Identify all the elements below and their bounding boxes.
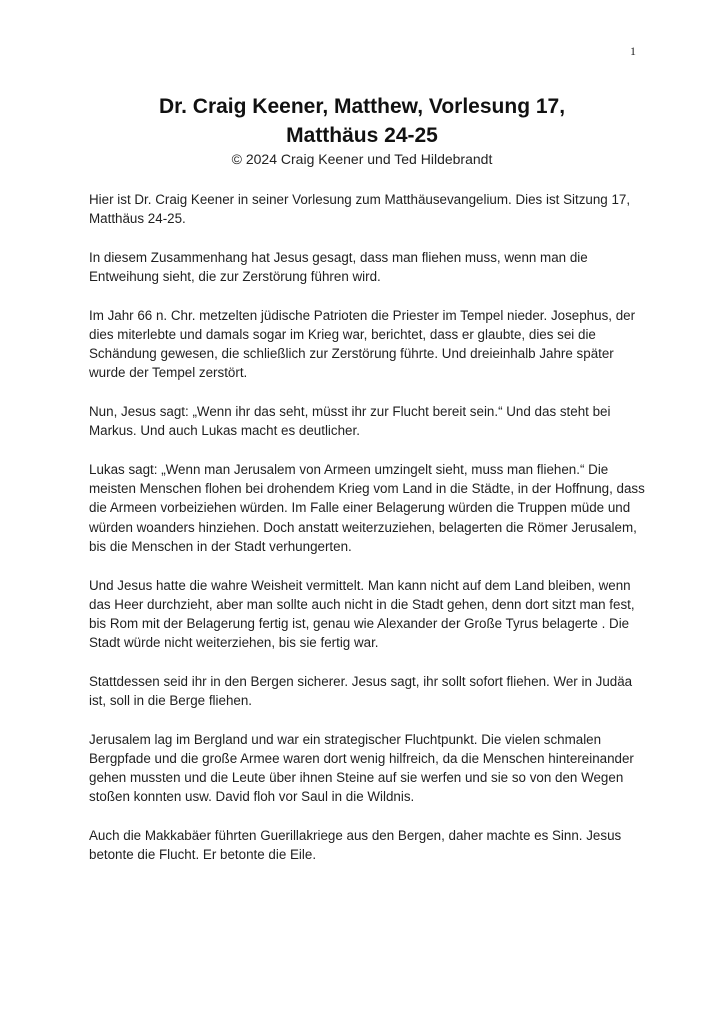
paragraph: Stattdessen seid ihr in den Bergen sicherer. Jesus sagt, ihr sollt sofort fliehen. Wer in Judäa ist, soll in die Berge fliehen. (89, 673, 633, 709)
title-line-2: Matthäus 24-25 (286, 124, 438, 147)
paragraph: Nun, Jesus sagt: „Wenn ihr das seht, müsst ihr zur Flucht bereit sein.“ Und das steht bei Markus. Und auch Lukas macht es deutlicher. (89, 404, 611, 439)
paragraph: Lukas sagt: „Wenn man Jerusalem von Armeen umzingelt sieht, muss man fliehen.“ Die meisten Menschen flohen bei drohendem Krieg vom Land in die Städte, in der Hoffnung, dass die Armeen vorbeiziehen würden. Im Falle einer Belagerung würden die Truppen müde und würden woanders hinziehen. Doch anstatt weiterzuziehen, belagerten die Römer Jerusalem, bis die Menschen in der Stadt verhungerten. (89, 462, 645, 554)
paragraph: Und Jesus hatte die wahre Weisheit vermittelt. Man kann nicht auf dem Land bleiben, wenn das Heer durchzieht, aber man sollte auch nicht in die Stadt gehen, denn dort sitzt man fest, bis Rom mit der Belagerung fertig ist, genau wie Alexander der Große Tyrus belagerte . Die Stadt würde nicht weiterziehen, bis sie fertig war. (89, 577, 635, 651)
paragraph: Hier ist Dr. Craig Keener in seiner Vorlesung zum Matthäusevangelium. Dies ist Sitzung 17, Matthäus 24-25. (89, 192, 631, 227)
page-number: 1 (630, 44, 636, 58)
paragraph: Im Jahr 66 n. Chr. metzelten jüdische Patrioten die Priester im Tempel nieder. Josephus, der dies miterlebte und damals sogar im Krieg war, berichtet, dass er glaubte, dies sei die Schändung gewesen, die schließlich zur Zerstörung führte. Und dreieinhalb Jahre später wurde der Tempel zerstört. (89, 307, 636, 381)
title-line-1: Dr. Craig Keener, Matthew, Vorlesung 17, (158, 95, 566, 118)
document-body (89, 190, 645, 884)
document-title (0, 92, 724, 150)
copyright-notice: © 2024 Craig Keener und Ted Hildebrandt (231, 151, 493, 167)
paragraph: In diesem Zusammenhang hat Jesus gesagt, dass man fliehen muss, wenn man die Entweihung sieht, die zur Zerstörung führen wird. (89, 249, 588, 285)
paragraph: Auch die Makkabäer führten Guerillakriege aus den Bergen, daher machte es Sinn. Jesus betonte die Flucht. Er betonte die Eile. (89, 828, 622, 863)
paragraph: Jerusalem lag im Bergland und war ein strategischer Fluchtpunkt. Die vielen schmalen Bergpfade und die große Armee waren dort wenig hilfreich, da die Menschen hintereinander gehen mussten und die Leute über ihnen Steine auf sie werfen und sie so von den Wegen stoßen konnten usw. David floh vor Saul in die Wildnis. (89, 731, 634, 805)
